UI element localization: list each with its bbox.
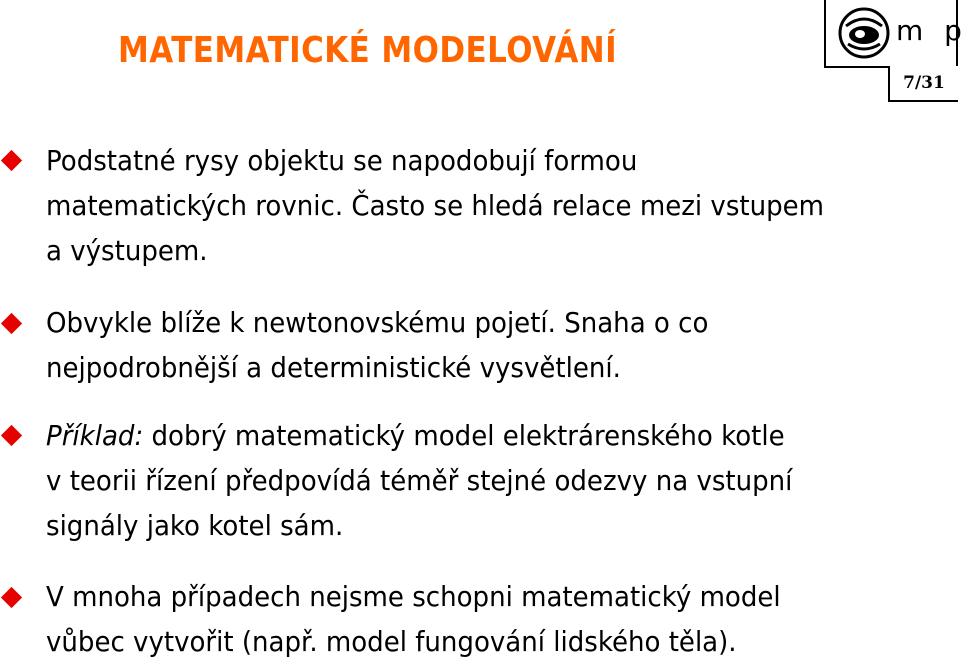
logo-box — [824, 0, 968, 68]
bullet-line: v teorii řízení předpovídá téměř stejné odezvy na vstupní — [46, 464, 793, 497]
bullet-line: Podstatné rysy objektu se napodobují formou — [46, 144, 638, 177]
logo-emblem-icon — [836, 4, 892, 62]
bullet-diamond-icon — [1, 313, 22, 334]
bullet-diamond-icon — [1, 587, 22, 608]
bullet-text — [46, 574, 946, 664]
bullet-diamond-icon — [1, 425, 22, 446]
bullet-line: a výstupem. — [46, 234, 208, 267]
bullet-line: matematických rovnic. Často se hledá relace mezi vstupem — [46, 189, 825, 222]
bullet-text — [46, 138, 946, 273]
bullet-line-rest: dobrý matematický model elektrárenského kotle — [143, 419, 785, 452]
bullet-line: signály jako kotel sám. — [46, 509, 344, 542]
bullet-line: Obvykle blíže k newtonovskému pojetí. Snaha o co — [46, 306, 709, 339]
slide-title: MATEMATICKÉ MODELOVÁNÍ — [118, 30, 618, 71]
bullet-line: V mnoha případech nejsme schopni matematický model — [46, 580, 781, 613]
bullet-line: vůbec vytvořit (např. model fungování lidského těla). — [46, 625, 737, 658]
example-label: Příklad: — [46, 419, 144, 452]
bullet-diamond-icon — [1, 150, 22, 171]
bullet-line — [46, 413, 883, 458]
bullet-text — [46, 413, 946, 548]
bullet-line: nejpodrobnější a deterministické vysvětlení. — [46, 351, 621, 384]
logo-text: m p — [896, 14, 968, 47]
page-number: 7/31 — [888, 66, 958, 102]
bullet-text — [46, 300, 946, 390]
